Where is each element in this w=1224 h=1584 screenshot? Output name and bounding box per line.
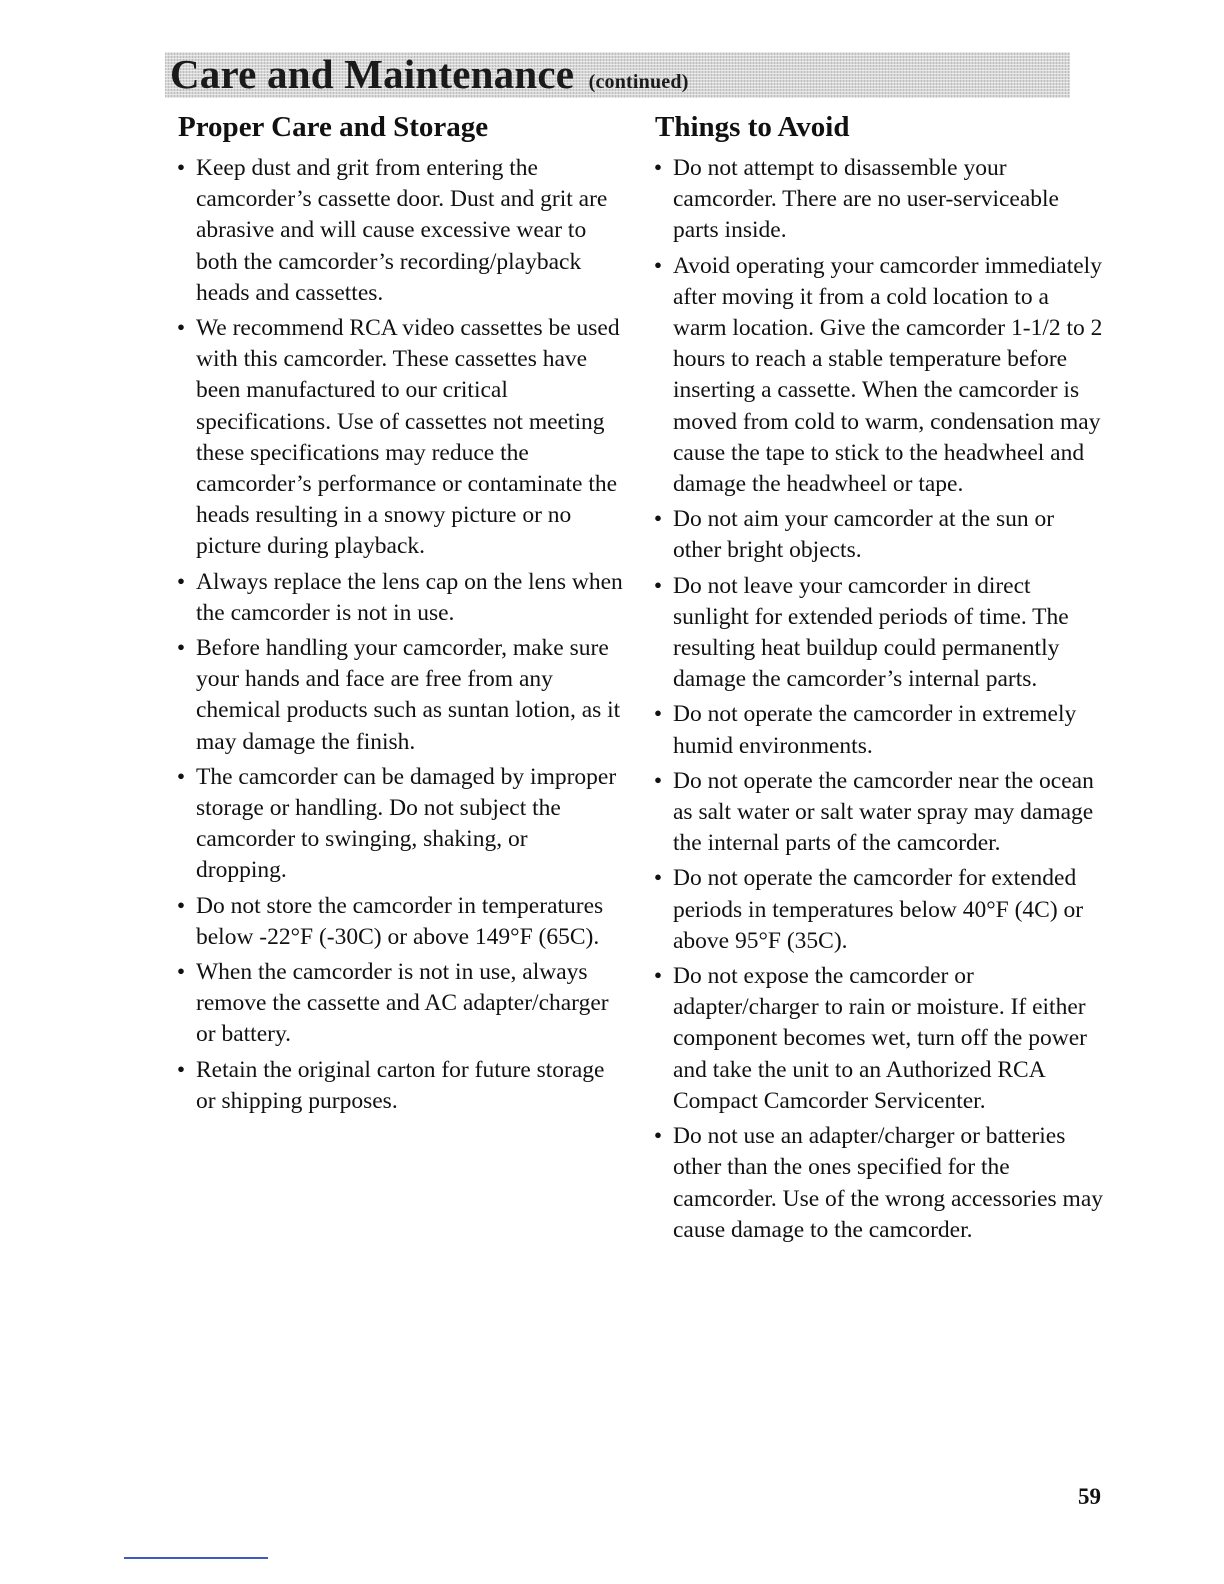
list-item <box>178 567 623 629</box>
bullet-icon: • <box>653 701 663 728</box>
bullet-icon: • <box>176 315 186 342</box>
bullet-icon: • <box>653 572 663 599</box>
list-item-text: Before handling your camcorder, make sure your hands and face are free from any chemical products such as suntan lotion, as it may damage the finish. <box>196 635 621 755</box>
list-item-text: Retain the original carton for future storage or shipping purposes. <box>196 1056 605 1114</box>
page-title-continued: (continued) <box>588 71 689 93</box>
list-item <box>178 633 623 758</box>
list-item-text: Do not attempt to disassemble your camcorder. There are no user-serviceable parts inside. <box>673 155 1059 244</box>
list-item <box>178 957 623 1051</box>
list-item-text: Do not operate the camcorder near the ocean as salt water or salt water spray may damage the internal parts of the camcorder. <box>673 767 1094 857</box>
left-column <box>178 108 623 1121</box>
bullet-icon: • <box>653 865 663 892</box>
left-list <box>178 153 623 1117</box>
bullet-icon: • <box>653 506 663 533</box>
list-item-text: Do not expose the camcorder or adapter/charger to rain or moisture. If either component becomes wet, turn off the power and take the unit to an Authorized RCA Compact Camcorder Servicenter. <box>673 963 1087 1114</box>
list-item-text: Avoid operating your camcorder immediately after moving it from a cold location to a warm location. Give the camcorder 1-1/2 to 2 hours to reach a stable temperature before inserting a cassette. When the camcorder is moved from cold to warm, condensation may cause the tape to stick to the headwheel and damage the headwheel or tape. <box>673 252 1103 498</box>
list-item-text: The camcorder can be damaged by improper storage or handling. Do not subject the camcorder to swinging, shaking, or dropping. <box>196 763 617 884</box>
list-item <box>655 1121 1105 1246</box>
bullet-icon: • <box>653 252 663 279</box>
right-list <box>655 153 1105 1246</box>
bullet-icon: • <box>653 155 663 181</box>
list-item <box>178 1055 623 1117</box>
list-item-text: We recommend RCA video cassettes be used with this camcorder. These cassettes have been manufactured to our critical specifications. Use of cassettes not meeting these specifications may reduce the camcorder’s performance or contaminate the heads resulting in a snowy picture or no picture during playback. <box>196 315 620 560</box>
bullet-icon: • <box>176 635 186 662</box>
list-item-text: When the camcorder is not in use, always remove the cassette and AC adapter/charger or battery. <box>196 959 609 1048</box>
list-item <box>655 699 1105 761</box>
list-item <box>655 863 1105 957</box>
right-heading: Things to Avoid <box>655 111 850 143</box>
list-item <box>655 766 1105 860</box>
list-item-text: Do not leave your camcorder in direct sunlight for extended periods of time. The resulting heat buildup could permanently damage the camcorder’s internal parts. <box>673 572 1069 693</box>
list-item-text: Do not aim your camcorder at the sun or other bright objects. <box>673 506 1055 564</box>
list-item <box>655 251 1105 501</box>
list-item-text: Keep dust and grit from entering the camcorder’s cassette door. Dust and grit are abrasive and will cause excessive wear to both the camcorder’s recording/playback heads and cassettes. <box>196 155 608 306</box>
list-item-text: Always replace the lens cap on the lens when the camcorder is not in use. <box>196 568 623 626</box>
bullet-icon: • <box>176 892 186 919</box>
page-title-text: Care and Maintenance <box>170 51 575 97</box>
list-item <box>178 762 623 887</box>
page-title <box>170 50 689 98</box>
list-item-text: Do not use an adapter/charger or batteries other than the ones specified for the camcorder. Use of the wrong accessories may cause damage to the camcorder. <box>673 1123 1104 1243</box>
bullet-icon: • <box>653 767 663 794</box>
bullet-icon: • <box>176 959 186 986</box>
list-item <box>178 153 623 309</box>
bullet-icon: • <box>176 1056 186 1083</box>
bullet-icon: • <box>653 963 663 990</box>
list-item <box>655 153 1105 247</box>
list-item <box>655 504 1105 566</box>
list-item-text: Do not operate the camcorder for extended periods in temperatures below 40°F (4C) or above 95°F (35C). <box>673 865 1084 954</box>
list-item <box>655 961 1105 1117</box>
list-item <box>655 571 1105 696</box>
list-item-text: Do not store the camcorder in temperatures below -22°F (-30C) or above 149°F (65C). <box>196 892 604 950</box>
bullet-icon: • <box>653 1123 663 1150</box>
list-item <box>178 313 623 563</box>
left-heading: Proper Care and Storage <box>178 111 489 143</box>
bullet-icon: • <box>176 568 186 595</box>
bullet-icon: • <box>176 155 186 181</box>
list-item <box>178 891 623 953</box>
page-number: 59 <box>1078 1484 1101 1509</box>
list-item-text: Do not operate the camcorder in extremely humid environments. <box>673 701 1077 759</box>
right-column <box>655 108 1105 1250</box>
footer-rule <box>124 1557 268 1559</box>
bullet-icon: • <box>176 763 186 790</box>
